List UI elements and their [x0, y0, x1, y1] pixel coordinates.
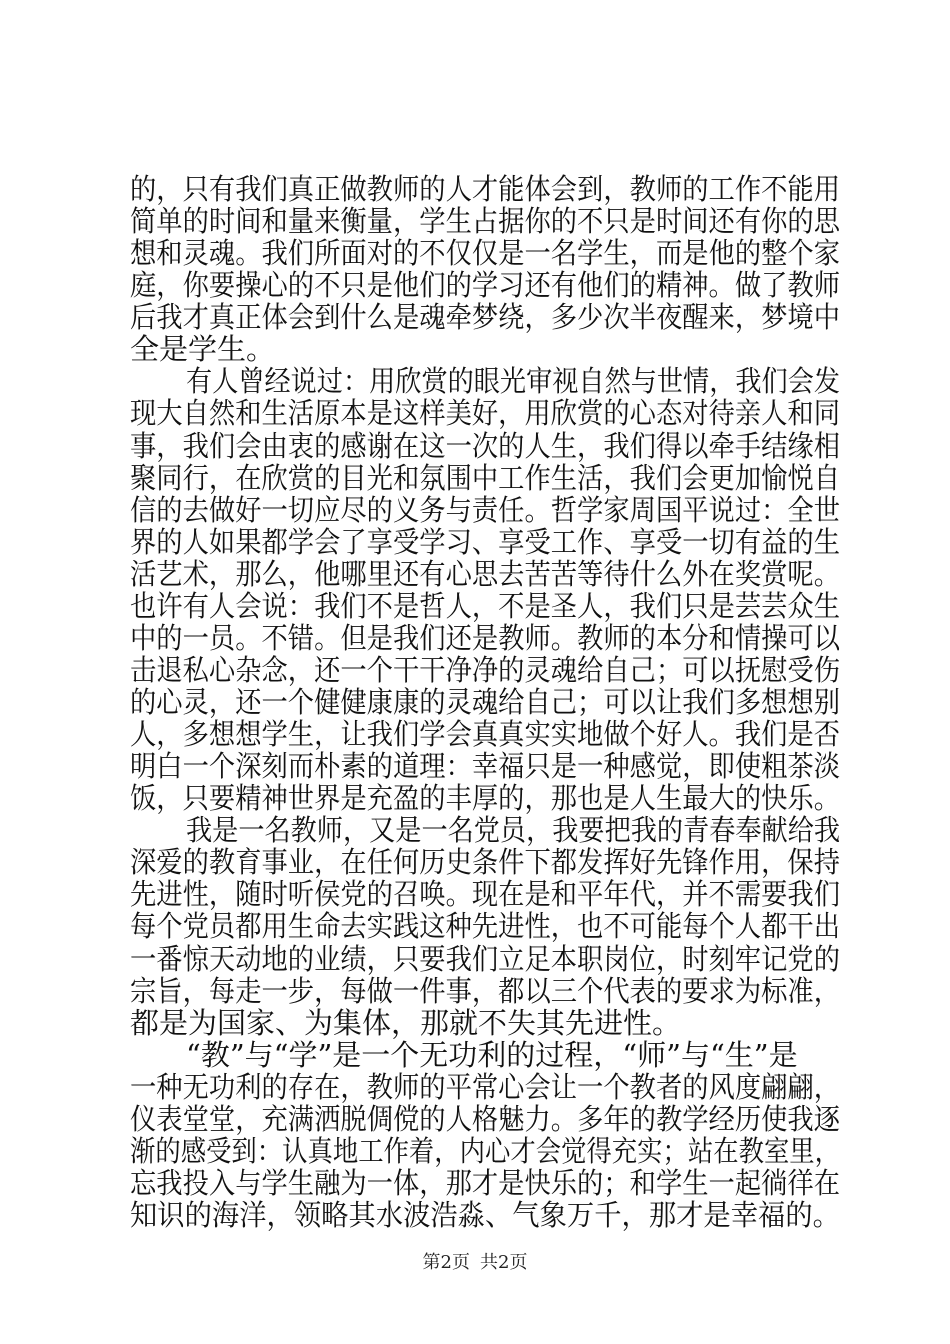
text-line: 都是为国家、为集体，那就不失其先进性。 — [130, 1006, 682, 1040]
text-line: 界的人如果都学会了享受学习、享受工作、享受一切有益的生 — [130, 525, 841, 559]
text-line: 活艺术，那么，他哪里还有心思去苦苦等待什么外在奖赏呢。 — [130, 557, 841, 591]
text-line: 聚同行，在欣赏的目光和氛围中工作生活，我们会更加愉悦自 — [130, 461, 841, 495]
text-line: 中的一员。不错。但是我们还是教师。教师的本分和情操可以 — [130, 621, 841, 655]
text-line: 一番惊天动地的业绩，只要我们立足本职岗位，时刻牢记党的 — [130, 942, 841, 976]
page-total: 共2页 — [480, 1252, 528, 1273]
text-line: 先进性，随时听侯党的召唤。现在是和平年代，并不需要我们 — [130, 877, 841, 911]
text-line: 简单的时间和量来衡量，学生占据你的不只是时间还有你的思 — [130, 204, 841, 238]
text-line: 全是学生。 — [130, 332, 276, 366]
text-line: 后我才真正体会到什么是魂牵梦绕，多少次半夜醒来，梦境中 — [130, 300, 841, 334]
text-line: 人，多想想学生，让我们学会真真实实地做个好人。我们是否 — [130, 717, 841, 751]
text-line: 仪表堂堂，充满洒脱倜傥的人格魅力。多年的教学经历使我逐 — [130, 1102, 841, 1136]
text-line: 我是一名教师，又是一名党员，我要把我的青春奉献给我 — [186, 813, 841, 847]
text-line: 庭，你要操心的不只是他们的学习还有他们的精神。做了教师 — [130, 268, 841, 302]
text-line: 忘我投入与学生融为一体，那才是快乐的；和学生一起徜徉在 — [130, 1166, 841, 1200]
text-line: 渐的感受到：认真地工作着，内心才会觉得充实；站在教室里， — [130, 1134, 841, 1168]
text-line: 饭，只要精神世界是充盈的丰厚的，那也是人生最大的快乐。 — [130, 781, 841, 815]
text-line: 也许有人会说：我们不是哲人，不是圣人，我们只是芸芸众生 — [130, 589, 841, 623]
text-line: 知识的海洋，领略其水波浩淼、气象万千，那才是幸福的。 — [130, 1198, 840, 1232]
text-line: 事，我们会由衷的感谢在这一次的人生，我们得以牵手结缘相 — [130, 429, 841, 463]
text-line: 深爱的教育事业，在任何历史条件下都发挥好先锋作用，保持 — [130, 845, 841, 879]
text-line: 的，只有我们真正做教师的人才能体会到，教师的工作不能用 — [130, 172, 841, 206]
text-line: 的心灵，还一个健健康康的灵魂给自己；可以让我们多想想别 — [130, 685, 841, 719]
text-line: 一种无功利的存在，教师的平常心会让一个教者的风度翩翩， — [130, 1070, 841, 1104]
text-line: 击退私心杂念，还一个干干净净的灵魂给自己；可以抚慰受伤 — [130, 653, 841, 687]
text-line: “教”与“学”是一个无功利的过程，“师”与“生”是 — [186, 1038, 798, 1072]
text-line: 明白一个深刻而朴素的道理：幸福只是一种感觉，即使粗茶淡 — [130, 749, 841, 783]
text-line: 每个党员都用生命去实践这种先进性，也不可能每个人都干出 — [130, 909, 841, 943]
page-number: 第2页 — [422, 1252, 470, 1273]
text-line: 想和灵魂。我们所面对的不仅仅是一名学生，而是他的整个家 — [130, 236, 841, 270]
text-line: 信的去做好一切应尽的义务与责任。哲学家周国平说过：全世 — [130, 493, 841, 527]
page-footer — [0, 1248, 950, 1274]
text-line: 现大自然和生活原本是这样美好，用欣赏的心态对待亲人和同 — [130, 396, 841, 430]
text-line: 宗旨，每走一步，每做一件事，都以三个代表的要求为标准， — [130, 974, 841, 1008]
text-line: 有人曾经说过：用欣赏的眼光审视自然与世情，我们会发 — [186, 364, 841, 398]
